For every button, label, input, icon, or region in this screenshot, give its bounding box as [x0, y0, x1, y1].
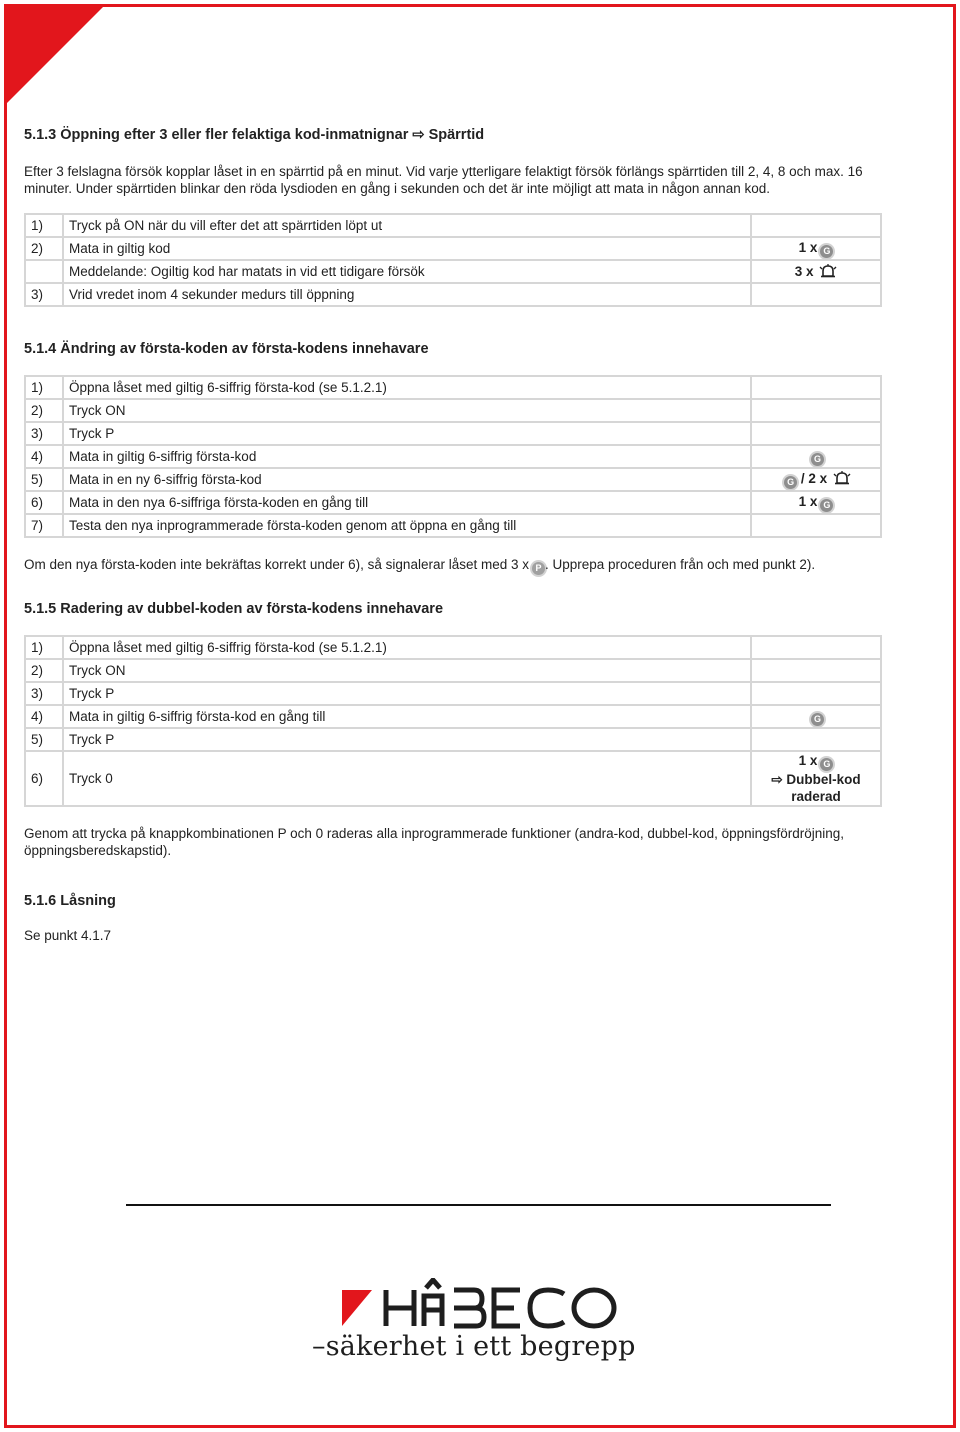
- section-516-text: Se punkt 4.1.7: [24, 928, 112, 943]
- table-row: 4) Mata in giltig 6-siffrig första-kod en gång till G: [25, 705, 881, 728]
- section-513-intro: Efter 3 felslagna försök kopplar låset in en spärrtid på en minut. Vid varje ytterligare felaktigt försök förlängs spärrtiden till 2, 4, 8 och max. 16 minuter. Under spärrtiden blinkar den röda lysdioden en gång i sekunden och det är inte möjligt att mata in någon annan kod.: [24, 164, 863, 196]
- habeco-logo: [342, 1278, 622, 1334]
- table-row: 2) Tryck ON: [25, 399, 881, 422]
- table-row: 3) Tryck P: [25, 422, 881, 445]
- section-heading-516: 5.1.6 Låsning: [24, 893, 116, 909]
- table-row: 2) Tryck ON: [25, 659, 881, 682]
- table-row: 3) Vrid vredet inom 4 sekunder medurs till öppning: [25, 283, 881, 306]
- table-row: Meddelande: Ogiltig kod har matats in vid ett tidigare försök 3 x: [25, 260, 881, 283]
- table-row: 3) Tryck P: [25, 682, 881, 705]
- table-row: 6) Tryck 0 1 x G ⇨ Dubbel-kod raderad: [25, 751, 881, 806]
- table-row: 7) Testa den nya inprogrammerade första-koden genom att öppna en gång till: [25, 514, 881, 537]
- document-content: [24, 125, 884, 944]
- g-led-icon: G: [820, 758, 833, 771]
- footer-tagline: –säkerhet i ett begrepp: [312, 1331, 636, 1362]
- arrow-icon: ⇨: [771, 772, 783, 787]
- table-row: 6) Mata in den nya 6-siffriga första-koden en gång till 1 x G: [25, 491, 881, 514]
- table-row: 1) Öppna låset med giltig 6-siffrig första-kod (se 5.1.2.1): [25, 376, 881, 399]
- table-515: [24, 635, 882, 807]
- g-led-icon: G: [784, 476, 797, 489]
- g-led-icon: G: [820, 245, 833, 258]
- footer-divider: [126, 1204, 831, 1206]
- table-row: 4) Mata in giltig 6-siffrig första-kod G: [25, 445, 881, 468]
- p-led-icon: P: [532, 562, 545, 575]
- table-514: [24, 375, 882, 538]
- corner-triangle: [7, 7, 103, 103]
- table-row: 5) Tryck P: [25, 728, 881, 751]
- section-heading-514: 5.1.4 Ändring av första-koden av första-kodens innehavare: [24, 341, 429, 357]
- blink-icon: [833, 471, 851, 485]
- section-heading-513: 5.1.3 Öppning efter 3 eller fler felaktiga kod-inmatnignar ⇨ Spärrtid: [24, 127, 485, 143]
- table-row: 2) Mata in giltig kod 1 x G: [25, 237, 881, 260]
- table-row: 1) Tryck på ON när du vill efter det att spärrtiden löpt ut: [25, 214, 881, 237]
- table-513: [24, 213, 882, 307]
- g-led-icon: G: [811, 453, 824, 466]
- g-led-icon: G: [811, 713, 824, 726]
- section-heading-515: 5.1.5 Radering av dubbel-koden av första-kodens innehavare: [24, 601, 444, 617]
- table-row: 1) Öppna låset med giltig 6-siffrig första-kod (se 5.1.2.1): [25, 636, 881, 659]
- g-led-icon: G: [820, 499, 833, 512]
- section-514-note: Om den nya första-koden inte bekräftas korrekt under 6), så signalerar låset med 3 x P . Upprepa proceduren från och med punkt 2).: [24, 557, 816, 573]
- arrow-icon: ⇨: [412, 127, 425, 143]
- blink-icon: [819, 264, 837, 278]
- table-row: 5) Mata in en ny 6-siffrig första-kod G / 2 x: [25, 468, 881, 491]
- section-515-note: Genom att trycka på knappkombinationen P och 0 raderas alla inprogrammerade funktioner (andra-kod, dubbel-kod, öppningsfördröjning, öppningsberedskapstid).: [24, 826, 844, 858]
